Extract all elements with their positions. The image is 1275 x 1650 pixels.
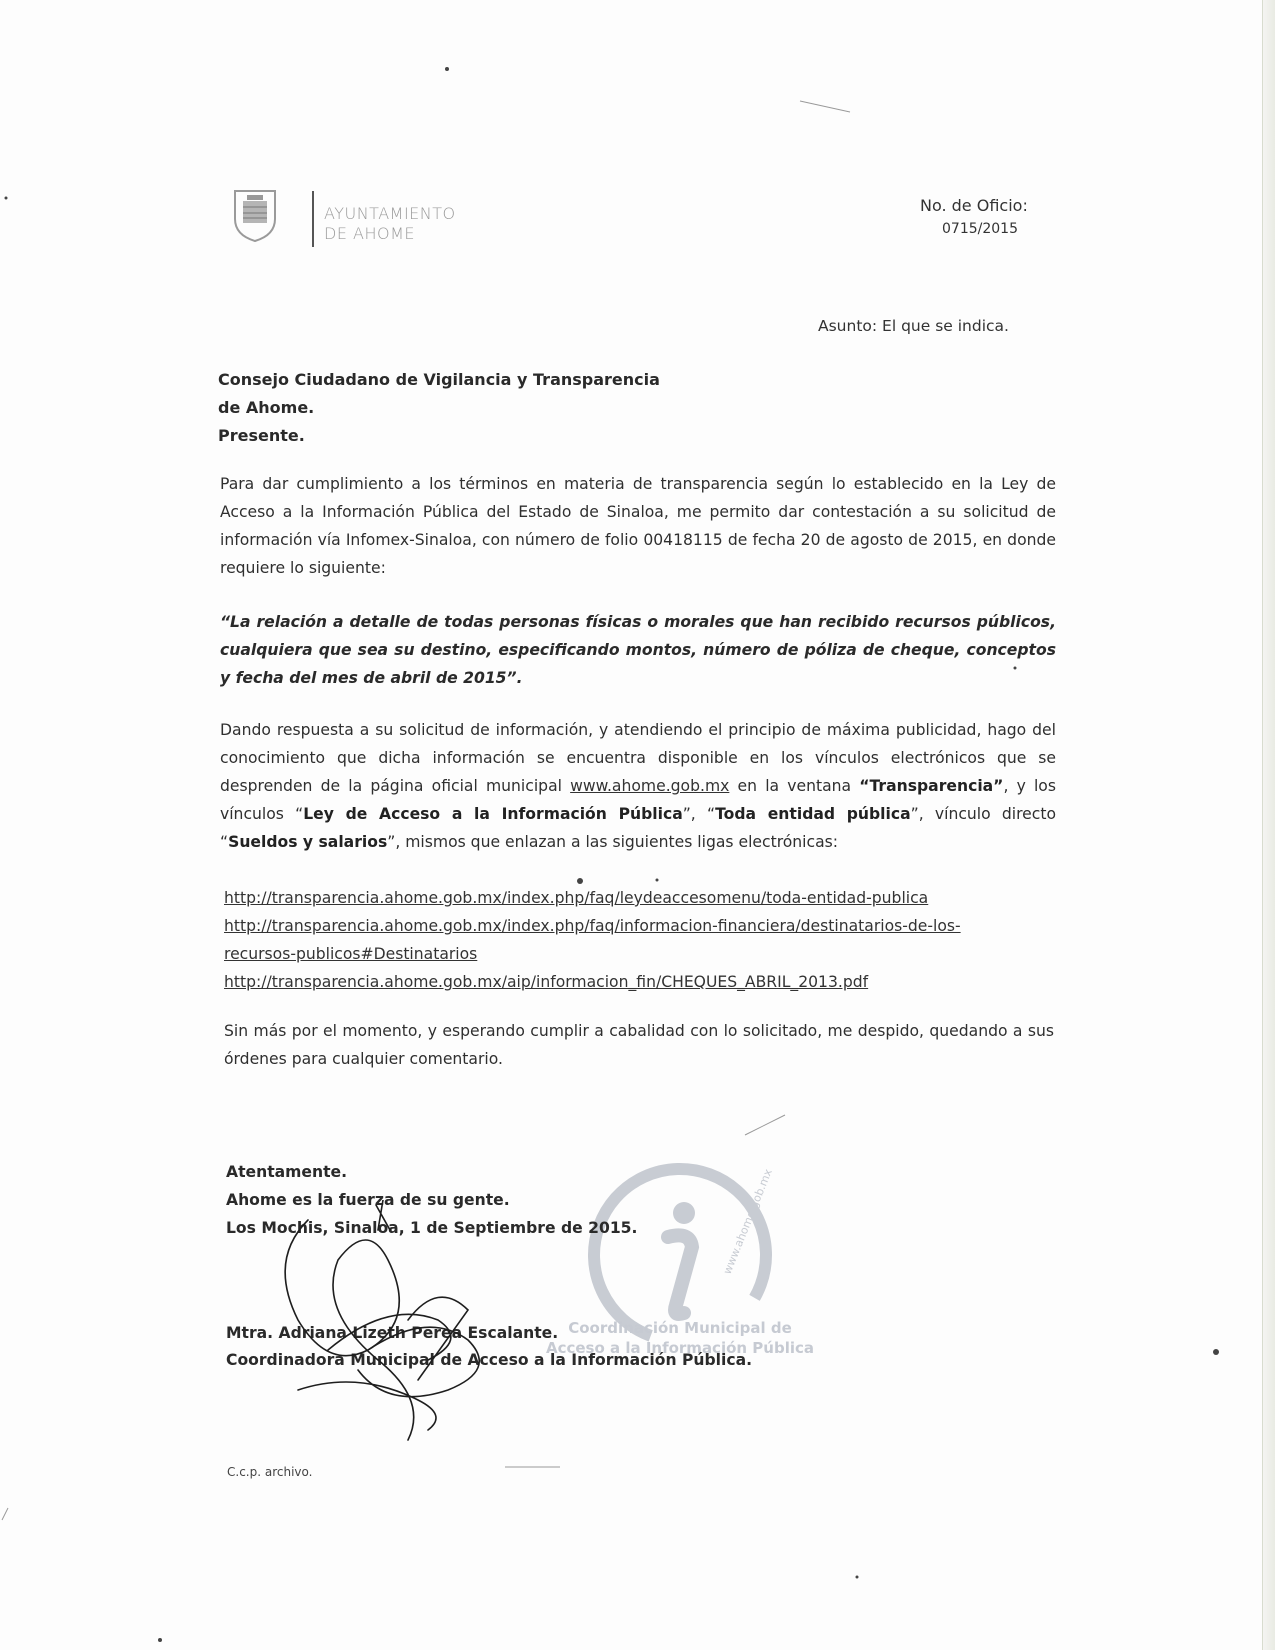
letterhead-divider — [312, 191, 314, 247]
letterhead-name — [324, 204, 456, 244]
seal-ring-text: www.ahome.gob.mx — [720, 1167, 775, 1277]
link-cheques-pdf[interactable]: http://transparencia.ahome.gob.mx/aip/informacion_fin/CHEQUES_ABRIL_2013.pdf — [224, 973, 869, 991]
handwritten-signature — [268, 1200, 528, 1450]
addressee-line3: Presente. — [218, 426, 305, 445]
links-list — [224, 884, 961, 996]
official-site-link[interactable]: www.ahome.gob.mx — [570, 777, 730, 795]
p2-part4: ”, “ — [682, 805, 716, 823]
seal-line1: Coordinación Municipal de — [568, 1319, 792, 1337]
p2-toda: Toda entidad pública — [715, 805, 911, 823]
oficio-block — [920, 196, 1028, 237]
addressee-line1: Consejo Ciudadano de Vigilancia y Transparencia — [218, 370, 660, 389]
link-toda-entidad[interactable]: http://transparencia.ahome.gob.mx/index.php/faq/leydeaccesomenu/toda-entidad-publica — [224, 889, 929, 907]
p2-part2: en la ventana — [729, 777, 860, 795]
closing-line1: Atentamente. — [226, 1163, 348, 1181]
p2-part1: Dando respuesta a su solicitud de información, y atendiendo el principio de máxima publicidad, hago del conocimiento que dicha información se encuentra disponible en los vínculos electrónicos que se desprenden de la página oficial municipal — [220, 721, 1056, 795]
addressee-line2: de Ahome. — [218, 398, 315, 417]
seal-line2: Acceso a la Información Pública — [545, 1339, 815, 1357]
letterhead-logo — [232, 185, 492, 270]
p2-part6: ”, mismos que enlazan a las siguientes ligas electrónicas: — [387, 833, 839, 851]
p2-sueldos: Sueldos y salarios — [228, 833, 388, 851]
p2-part5: ”, vínculo directo “ — [220, 805, 1056, 851]
municipal-shield-icon — [232, 187, 278, 243]
body-paragraph-3: Sin más por el momento, y esperando cumplir a cabalidad con lo solicitado, me despido, quedando a sus órdenes para cualquier comentario. — [224, 1022, 1054, 1068]
p2-ley: Ley de Acceso a la Información Pública — [303, 805, 683, 823]
letterhead-line2: DE AHOME — [324, 224, 415, 243]
link-destinatarios[interactable]: http://transparencia.ahome.gob.mx/index.php/faq/informacion-financiera/destinatarios-de-los- — [224, 917, 961, 935]
signer-title: Coordinadora Municipal de Acceso a la Información Pública. — [226, 1351, 753, 1369]
cc-archive: C.c.p. archivo. — [227, 1465, 313, 1479]
body-paragraph-2 — [220, 716, 1056, 856]
letterhead-line1: AYUNTAMIENTO — [324, 204, 456, 223]
addressee-block — [218, 366, 660, 450]
body-paragraph-1: Para dar cumplimiento a los términos en materia de transparencia según lo establecido en la Ley de Acceso a la Información Pública del Estado de Sinaloa, me permito dar contestación a su solicitud de información vía Infomex-Sinaloa, con número de folio 00418115 de fecha 20 de agosto de 2015, en donde requiere lo siguiente: — [220, 475, 1056, 577]
signer-name: Mtra. Adriana Lizeth Perea Escalante. — [226, 1324, 559, 1342]
subject-line: Asunto: El que se indica. — [818, 317, 1009, 335]
oficio-number: 0715/2015 — [942, 221, 1018, 237]
closing-line3: Los Mochis, Sinaloa, 1 de Septiembre de 2015. — [226, 1219, 638, 1237]
p2-transparencia: “Transparencia” — [859, 777, 1004, 795]
p2-part3: , y los vínculos “ — [220, 777, 1056, 823]
page-edge — [1262, 0, 1275, 1650]
request-quote: “La relación a detalle de todas personas físicas o morales que han recibido recursos públicos, cualquiera que sea su destino, especificando montos, número de póliza de cheque, conceptos y fecha del mes de abril de 2015”. — [220, 613, 1056, 687]
link-destinatarios-cont[interactable]: recursos-publicos#Destinatarios — [224, 945, 478, 963]
oficio-label: No. de Oficio: — [920, 196, 1028, 215]
closing-line2: Ahome es la fuerza de su gente. — [226, 1191, 510, 1209]
